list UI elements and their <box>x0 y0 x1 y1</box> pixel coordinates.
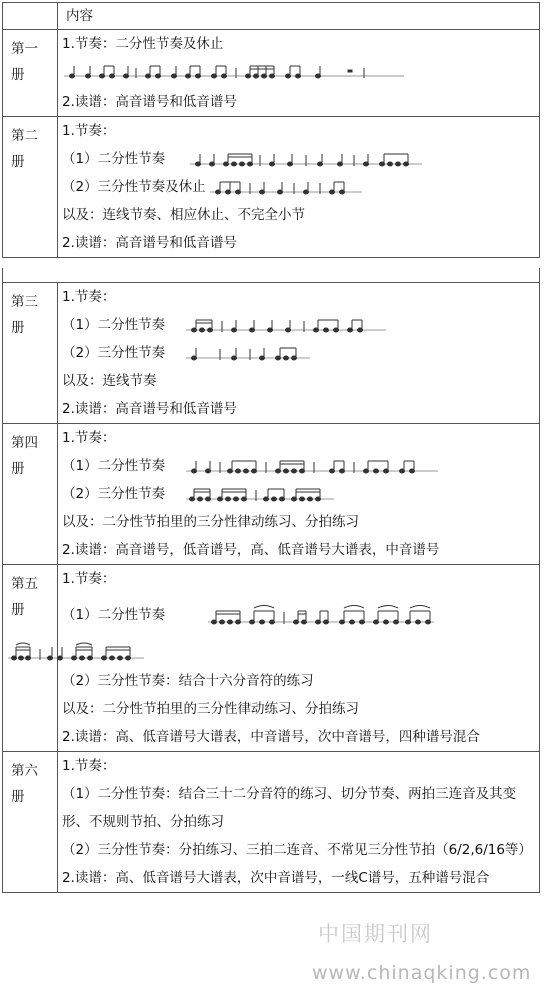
content-line: （1）二分性节奏：结合三十二分音符的练习、切分节奏、两拍三连音及其变形、不规则节拍、分拍练习 <box>62 786 517 830</box>
rhythm-notation <box>208 603 434 627</box>
header-row <box>3 3 540 30</box>
rhythm-notation <box>186 486 334 504</box>
volume-name-line: 第三 <box>11 294 38 310</box>
volume-name-4 <box>3 424 58 565</box>
content-text: （1）二分性节奏 <box>62 151 166 167</box>
content-line: 2.读谱：高音谱号和低音谱号 <box>62 401 237 417</box>
content-text: （1）二分性节奏 <box>62 317 166 333</box>
rhythm-notation <box>64 62 404 82</box>
content-line: 2.读谱：高、低音谱号大谱表，中音谱号，次中音谱号，四种谱号混合 <box>62 729 480 745</box>
header-cell-content <box>58 3 540 30</box>
content-line: （2）三分性节奏：分拍练习、三拍二连音、不常见三分性节拍（6/2,6/16等） <box>62 842 532 858</box>
content-line: 以及：二分性节拍里的三分性律动练习、分拍练习 <box>62 701 359 717</box>
rhythm-staff-line <box>62 58 535 88</box>
volume-row-3 <box>3 283 540 424</box>
content-line-with-staff <box>62 339 535 367</box>
content-line: 1.节奏： <box>62 123 116 139</box>
volume-name-6 <box>3 752 58 893</box>
rhythm-notation <box>8 641 144 663</box>
content-line-with-staff <box>62 452 535 480</box>
volume-content-3 <box>58 283 540 424</box>
volume-row-2 <box>3 117 540 258</box>
header-label: 内容 <box>66 8 93 24</box>
content-line: 1.节奏： <box>62 289 116 305</box>
volume-name-line: 册 <box>11 789 25 805</box>
content-line: （2）三分性节奏：结合十六分音符的练习 <box>62 673 314 689</box>
volume-name-line: 册 <box>11 602 25 618</box>
volume-name-line: 第六 <box>11 763 38 779</box>
content-line: 1.节奏： <box>62 758 116 774</box>
content-line-with-staff <box>62 145 535 173</box>
volume-content-2 <box>58 117 540 258</box>
content-line: 1.节奏： <box>62 571 116 587</box>
volume-name-2 <box>3 117 58 258</box>
volume-name-line: 册 <box>11 67 25 83</box>
content-line: 以及：连线节奏、相应休止、不完全小节 <box>62 207 305 223</box>
volume-name-1 <box>3 30 58 117</box>
content-line: 2.读谱：高音谱号和低音谱号 <box>62 94 237 110</box>
content-line-with-staff <box>62 593 535 637</box>
rhythm-staff-line <box>62 637 535 667</box>
volume-row-5 <box>3 565 540 752</box>
volume-name-line: 册 <box>11 320 25 336</box>
volume-name-3 <box>3 283 58 424</box>
rhythm-notation <box>186 345 310 363</box>
volume-content-6 <box>58 752 540 893</box>
volume-content-4 <box>58 424 540 565</box>
rhythm-notation <box>186 317 386 335</box>
content-line-with-staff <box>62 480 535 508</box>
table-break <box>2 268 540 282</box>
volume-content-1 <box>58 30 540 117</box>
content-line: 2.读谱：高音谱号，低音谱号，高、低音谱号大谱表，中音谱号 <box>62 542 440 558</box>
curriculum-table-top <box>2 2 540 258</box>
volume-content-5 <box>58 565 540 752</box>
content-text: （2）三分性节奏及休止 <box>62 179 206 195</box>
content-line-with-staff <box>62 311 535 339</box>
content-line: 1.节奏： <box>62 430 116 446</box>
volume-name-line: 第一 <box>11 41 38 57</box>
header-cell-empty <box>3 3 58 30</box>
volume-name-line: 第五 <box>11 576 38 592</box>
curriculum-table-bottom <box>2 282 540 893</box>
content-line: 2.读谱：高、低音谱号大谱表，次中音谱号，一线C谱号，五种谱号混合 <box>62 870 490 886</box>
content-text: （2）三分性节奏 <box>62 345 166 361</box>
content-text: （1）二分性节奏 <box>62 607 166 623</box>
volume-name-line: 第二 <box>11 128 38 144</box>
content-line: 以及：二分性节拍里的三分性律动练习、分拍练习 <box>62 514 359 530</box>
volume-row-1 <box>3 30 540 117</box>
volume-name-line: 册 <box>11 461 25 477</box>
volume-row-6 <box>3 752 540 893</box>
volume-row-4 <box>3 424 540 565</box>
watermark-cn: 中国期刊网 <box>318 922 433 946</box>
content-text: （2）三分性节奏 <box>62 486 166 502</box>
volume-name-line: 第四 <box>11 435 38 451</box>
content-line-with-staff <box>62 173 535 201</box>
volume-name-line: 册 <box>11 154 25 170</box>
rhythm-notation <box>210 179 362 197</box>
rhythm-notation <box>186 458 438 476</box>
content-line: 1.节奏：二分性节奏及休止 <box>62 36 224 52</box>
watermark-url: www.chinaqking.com <box>312 962 532 984</box>
content-line: 以及：连线节奏 <box>62 373 157 389</box>
content-text: （1）二分性节奏 <box>62 458 166 474</box>
content-line: 2.读谱：高音谱号和低音谱号 <box>62 235 237 251</box>
rhythm-notation <box>190 151 422 169</box>
